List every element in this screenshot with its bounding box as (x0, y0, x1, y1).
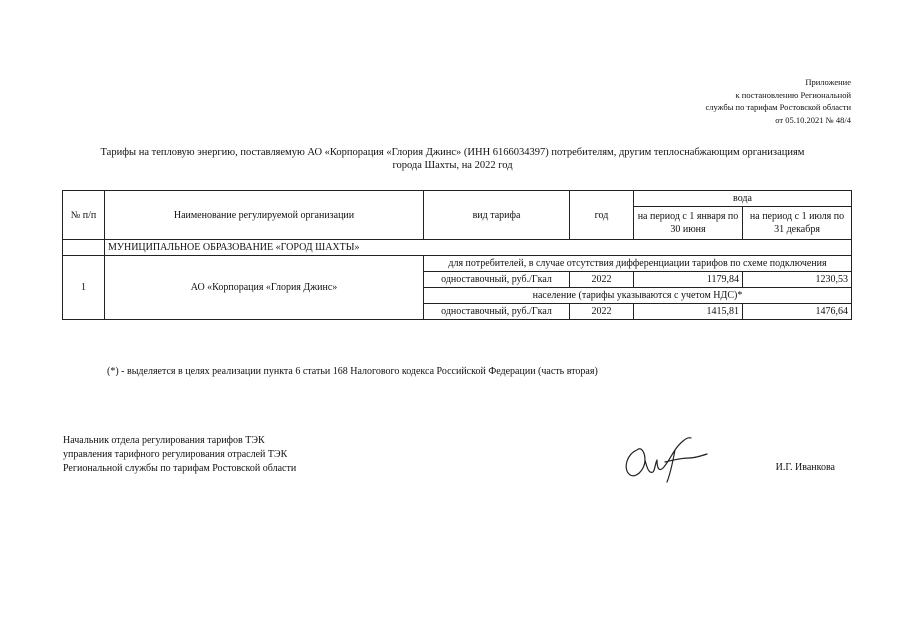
tariff-type-cell: одноставочный, руб./Гкал (424, 304, 570, 320)
header-num: № п/п (63, 191, 105, 240)
section-empty-cell (63, 240, 105, 256)
row-org: АО «Корпорация «Глория Джинс» (105, 256, 424, 320)
header-water: вода (634, 191, 852, 207)
signer-line: Региональной службы по тарифам Ростовской области (63, 463, 297, 474)
row-num: 1 (63, 256, 105, 320)
value-period-1: 1179,84 (634, 272, 743, 288)
appendix-line: службы по тарифам Ростовской области (705, 102, 851, 112)
section-row (63, 240, 852, 256)
header-period-2: на период с 1 июля по 31 декабря (743, 207, 852, 240)
group-population: население (тарифы указываются с учетом НДС)* (424, 288, 852, 304)
value-period-1: 1415,81 (634, 304, 743, 320)
value-period-2: 1476,64 (743, 304, 852, 320)
table-row (63, 256, 852, 272)
header-year: год (570, 191, 634, 240)
header-period-1: на период с 1 января по 30 июня (634, 207, 743, 240)
signer-name: И.Г. Иванкова (775, 462, 835, 473)
tariff-type-cell: одноставочный, руб./Гкал (424, 272, 570, 288)
value-period-2: 1230,53 (743, 272, 852, 288)
signer-line: управления тарифного регулирования отраслей ТЭК (63, 449, 288, 460)
header-org: Наименование регулируемой организации (105, 191, 424, 240)
signer-line: Начальник отдела регулирования тарифов ТЭК (63, 435, 265, 446)
signer-position (63, 434, 296, 476)
title-line: города Шахты, на 2022 год (392, 160, 513, 171)
document-title (60, 146, 845, 172)
handwritten-signature (615, 424, 725, 494)
appendix-line: от 05.10.2021 № 48/4 (775, 114, 851, 125)
appendix-line: Приложение (805, 77, 851, 87)
appendix-note (705, 76, 851, 126)
group-consumers: для потребителей, в случае отсутствия дифференциации тарифов по схеме подключения (424, 256, 852, 272)
tariff-table (62, 190, 852, 320)
header-tariff-type: вид тарифа (424, 191, 570, 240)
appendix-line: к постановлению Региональной (735, 89, 851, 100)
table-header-row (63, 191, 852, 207)
footnote: (*) - выделяется в целях реализации пункта 6 статьи 168 Налогового кодекса Российской Федерации (часть вторая) (107, 366, 598, 377)
year-cell: 2022 (570, 304, 634, 320)
year-cell: 2022 (570, 272, 634, 288)
section-title: МУНИЦИПАЛЬНОЕ ОБРАЗОВАНИЕ «ГОРОД ШАХТЫ» (105, 240, 852, 256)
title-line: Тарифы на тепловую энергию, поставляемую АО «Корпорация «Глория Джинс» (ИНН 6166034397) потребителям, другим теплоснабжающим организациям (100, 147, 805, 158)
